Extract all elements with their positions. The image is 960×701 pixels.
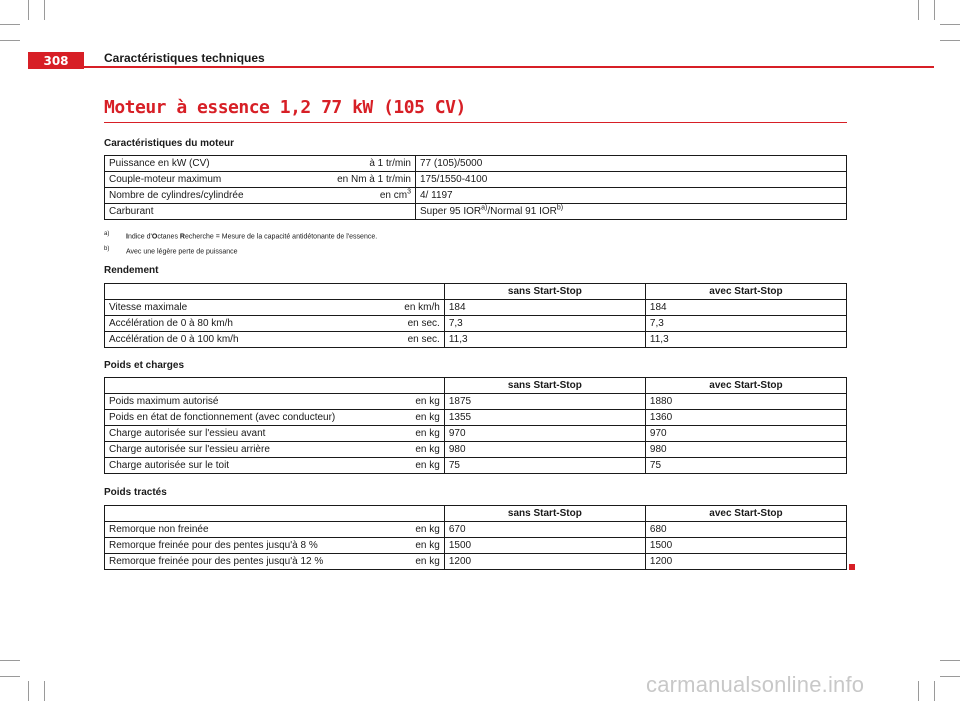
performance-table [104, 283, 847, 348]
crop-mark [940, 24, 960, 25]
row-label-cell [105, 538, 445, 554]
row-label-cell [105, 172, 416, 188]
row-label: Charge autorisée sur le toit [109, 460, 230, 471]
watermark[interactable]: carmanualsonline.info [646, 672, 865, 697]
row-label-cell [105, 554, 445, 570]
cell-value: 670 [444, 522, 645, 538]
cell-value: 1500 [645, 538, 846, 554]
cell-value: 970 [444, 426, 645, 442]
row-unit: en kg [415, 412, 440, 423]
footnote-ref-a: a) [481, 204, 488, 212]
engine-heading: Caractéristiques du moteur [104, 138, 235, 149]
row-label: Accélération de 0 à 100 km/h [109, 334, 239, 345]
header-rule [84, 66, 934, 68]
table-row [105, 410, 847, 426]
header-blank [105, 284, 445, 300]
table-row [105, 156, 847, 172]
column-header: avec Start-Stop [645, 506, 846, 522]
cell-value: 680 [645, 522, 846, 538]
cell-value: 1880 [645, 394, 846, 410]
crop-mark [940, 660, 960, 661]
weights-table [104, 377, 847, 474]
crop-mark [28, 681, 29, 701]
section-title: Caractéristiques techniques [104, 51, 265, 65]
row-label: Charge autorisée sur l'essieu avant [109, 428, 266, 439]
row-label: Remorque non freinée [109, 524, 209, 535]
table-header-row [105, 284, 847, 300]
cell-value: 1500 [444, 538, 645, 554]
footnote-text: echerche = Mesure de la capacité antidétonante de l'essence. [184, 233, 378, 241]
row-label-cell [105, 394, 445, 410]
crop-mark [0, 676, 20, 677]
towing-table [104, 505, 847, 570]
cell-value: 11,3 [645, 332, 846, 348]
row-unit: en kg [415, 556, 440, 567]
row-label-cell [105, 332, 445, 348]
footnotes [104, 228, 377, 259]
page-title: Moteur à essence 1,2 77 kW (105 CV) [104, 97, 466, 118]
row-label: Poids maximum autorisé [109, 396, 219, 407]
crop-mark [934, 0, 935, 20]
table-row [105, 458, 847, 474]
row-unit: à 1 tr/min [369, 158, 411, 169]
footnote-initial: O [151, 233, 158, 241]
row-label: Puissance en kW (CV) [109, 158, 210, 169]
performance-heading: Rendement [104, 265, 159, 276]
towing-heading: Poids tractés [104, 487, 167, 498]
row-label: Vitesse maximale [109, 302, 188, 313]
row-unit: en kg [415, 428, 440, 439]
cell-value: 980 [645, 442, 846, 458]
footnote-mark: b) [104, 246, 110, 253]
fuel-a: Super 95 IOR [420, 206, 482, 217]
row-unit: en kg [415, 540, 440, 551]
table-row [105, 426, 847, 442]
table-row [105, 554, 847, 570]
table-row [105, 442, 847, 458]
crop-mark [0, 40, 20, 41]
crop-mark [0, 24, 20, 25]
row-label-cell [105, 316, 445, 332]
row-label: Charge autorisée sur l'essieu arrière [109, 444, 270, 455]
header-blank [105, 506, 445, 522]
row-unit: en kg [415, 396, 440, 407]
crop-mark [934, 681, 935, 701]
footnote-initial: R [179, 233, 185, 241]
row-label-cell [105, 458, 445, 474]
footnote-text: ctanes [157, 233, 180, 241]
header-blank [105, 378, 445, 394]
row-label-cell [105, 300, 445, 316]
row-label-cell [105, 188, 416, 204]
row-label-cell [105, 442, 445, 458]
cell-value: 7,3 [645, 316, 846, 332]
column-header: sans Start-Stop [444, 506, 645, 522]
weights-heading: Poids et charges [104, 360, 185, 371]
cell-value: 1875 [444, 394, 645, 410]
table-row [105, 332, 847, 348]
cell-value: 75 [444, 458, 645, 474]
footnote [104, 228, 377, 243]
crop-mark [44, 681, 45, 701]
crop-mark [918, 681, 919, 701]
cell-value: 1355 [444, 410, 645, 426]
end-of-section-icon [849, 564, 855, 570]
row-unit: en kg [415, 524, 440, 535]
cell-value: 184 [645, 300, 846, 316]
table-row [105, 522, 847, 538]
row-unit: en kg [415, 460, 440, 471]
row-unit: en sec. [407, 318, 440, 329]
table-row [105, 394, 847, 410]
row-label: Remorque freinée pour des pentes jusqu'à 12 % [109, 556, 324, 567]
table-header-row [105, 506, 847, 522]
column-header: sans Start-Stop [444, 378, 645, 394]
row-value: 4/ 1197 [416, 188, 847, 204]
column-header: avec Start-Stop [645, 378, 846, 394]
row-label: Accélération de 0 à 80 km/h [109, 318, 233, 329]
row-value: 175/1550-4100 [416, 172, 847, 188]
crop-mark [28, 0, 29, 20]
row-value [416, 204, 847, 220]
row-label: Nombre de cylindres/cylindrée [109, 190, 244, 201]
cell-value: 11,3 [444, 332, 645, 348]
crop-mark [940, 40, 960, 41]
cell-value: 184 [444, 300, 645, 316]
title-rule [104, 122, 847, 123]
cell-value: 75 [645, 458, 846, 474]
row-label: Carburant [109, 206, 154, 217]
row-unit: en km/h [404, 302, 440, 313]
engine-table [104, 155, 847, 220]
table-row [105, 172, 847, 188]
crop-mark [918, 0, 919, 20]
cell-value: 1200 [645, 554, 846, 570]
row-unit [380, 188, 411, 203]
row-unit: en Nm à 1 tr/min [337, 174, 411, 185]
row-label: Couple-moteur maximum [109, 174, 222, 185]
row-label-cell [105, 426, 445, 442]
footnote-initial: I [126, 233, 128, 241]
footnote-ref-b: b) [556, 204, 564, 212]
footnote-text: Avec une légère perte de puissance [126, 248, 238, 256]
cell-value: 1360 [645, 410, 846, 426]
row-label-cell [105, 410, 445, 426]
unit-text: en cm [379, 190, 408, 201]
fuel-b: /Normal 91 IOR [487, 206, 557, 217]
row-label: Poids en état de fonctionnement (avec conducteur) [109, 412, 336, 423]
cell-value: 7,3 [444, 316, 645, 332]
crop-mark [940, 676, 960, 677]
row-label-cell [105, 522, 445, 538]
table-row [105, 204, 847, 220]
row-unit: en sec. [407, 334, 440, 345]
table-row [105, 538, 847, 554]
footnote-text: ndice d' [127, 233, 152, 241]
cell-value: 970 [645, 426, 846, 442]
table-header-row [105, 378, 847, 394]
unit-superscript: 3 [407, 188, 411, 196]
table-row [105, 300, 847, 316]
table-row [105, 188, 847, 204]
row-label: Remorque freinée pour des pentes jusqu'à 8 % [109, 540, 318, 551]
cell-value: 980 [444, 442, 645, 458]
row-label-cell [105, 156, 416, 172]
footnote [104, 243, 377, 258]
row-value: 77 (105)/5000 [416, 156, 847, 172]
crop-mark [0, 660, 20, 661]
crop-mark [44, 0, 45, 20]
page-number-badge: 308 [28, 52, 84, 69]
row-unit: en kg [415, 444, 440, 455]
column-header: sans Start-Stop [444, 284, 645, 300]
table-row [105, 316, 847, 332]
cell-value: 1200 [444, 554, 645, 570]
row-label-cell [105, 204, 416, 220]
footnote-mark: a) [104, 231, 110, 237]
column-header: avec Start-Stop [645, 284, 846, 300]
